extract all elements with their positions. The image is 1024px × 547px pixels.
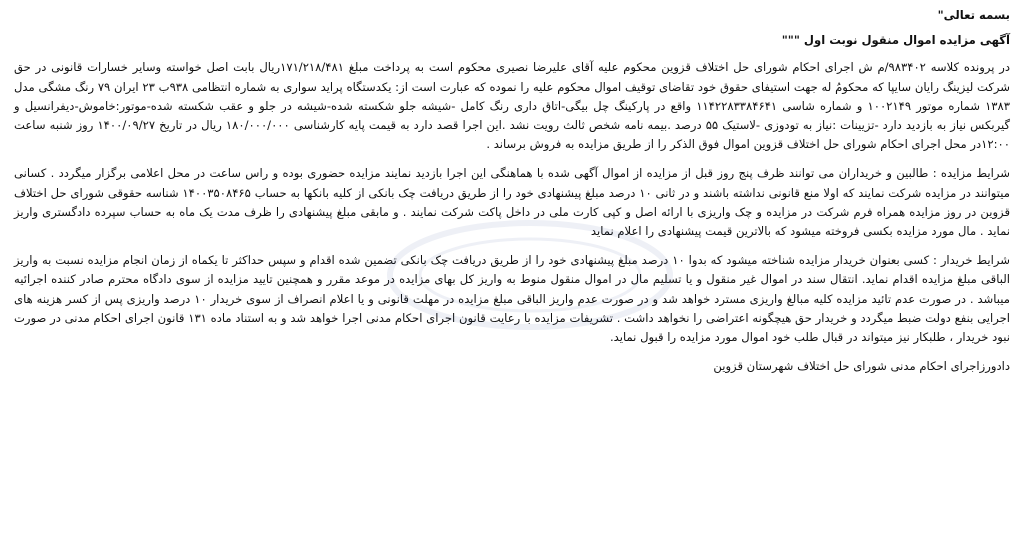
bismillah-heading: بسمه تعالی" [937, 8, 1010, 22]
auction-conditions-paragraph: شرایط مزایده : طالبین و خریداران می توانند ظرف پنج روز قبل از مزایده از اموال آگهی شده با هماهنگی این اجرا بازدید نمایند مزایده حضوری بوده و راس ساعت در محل اعلامی برگزار میگردد . کسانی میتوانند در مزایده شرکت نمایند که اولا منع قانونی نداشته باشند و در ثانی ۱۰ درصد مبلغ پیشنهادی خود را از طریق دریافت چک بانکی از کلیه بانکها به حساب ۱۴۰۰۳۵۰۸۴۶۵ شناسه حقوقی شورای حل اختلاف قزوین در روز مزایده همراه فرم شرکت در مزایده و چک واریزی با ارائه اصل و کپی کارت ملی در داخل پاکت شرکت نمایند . و مابقی مبلغ پیشنهادی را ظرف مدت یک ماه به حساب سپرده دادگستری واریز نماید . مال مورد مزایده بکسی فروخته میشود که بالاترین قیمت پیشنهادی را اعلام نماید [14, 166, 1010, 239]
case-paragraph: در پرونده کلاسه ۹۸۳۴۰۲/م ش اجرای احکام شورای حل اختلاف قزوین محکوم علیه آقای علیرضا نصیری محکوم است به پرداخت مبلغ ۱۷۱/۲۱۸/۴۸۱ریال بابت اصل خواسته وسایر خسارات قانونی در حق شرکت لیزینگ رایان سایپا که محکومُ له جهت استیفای حقوق خود تقاضای توقیف اموال محکوم علیه را نموده که عبارت است از: یکدستگاه پراید سواری به شماره انتظامی ۹۳۸ب ۲۳ ایران ۷۹ رنگ مشگی مدل ۱۳۸۳ شماره موتور ۱۰۰۲۱۴۹ و شماره شاسی ۱۱۴۲۲۸۳۳۸۴۶۴۱ واقع در پارکینگ چل بیگی-اتاق داری رنگ کامل -شیشه جلو شکسته شده-شیشه در جلو و عقب شکسته شده-موتور:خاموش-دیفرانسیل و گیربکس نیاز به بازدید دارد -تزیینات :نیاز به تودوزی -لاستیک ۵۵ درصد .بیمه نامه شخص ثالث رویت نشد .این اجرا قصد دارد به قیمت پایه کارشناسی ۱۸۰/۰۰۰/۰۰۰ ریال در تاریخ ۱۴۰۰/۰۹/۲۷ روز شنبه ساعت ۱۲:۰۰در محل اجرای احکام شورای حل اختلاف قزوین اموال فوق الذکر را از طریق مزایده به فروش برساند . [14, 60, 1011, 152]
signature-line: دادورزاجرای احکام مدنی شورای حل اختلاف شهرستان قزوین [713, 359, 1010, 374]
notice-title: آگهی مزایده اموال منقول نوبت اول """ [781, 33, 1010, 48]
buyer-conditions-paragraph: شرایط خریدار : کسی بعنوان خریدار مزایده شناخته میشود که بدوا ۱۰ درصد مبلغ پیشنهادی خود را از طریق دریافت چک بانکی تضمین شده اقدام و سپس حداکثر تا یکماه از زمان انجام مزایده نسبت به واریز الباقی مبلغ مزایده اقدام نماید. انتقال سند در اموال غیر منقول و یا تسلیم مال در اموال منقول منوط به واریز کل بهای مزایده در موعد مقرر و همچنین تایید مزایده از سوی دادگاه محترم صادر کننده اجرائیه میباشد . در صورت عدم تائید مزایده کلیه مبالغ واریزی مسترد خواهد شد و در صورت عدم واریز الباقی مبلغ مزایده در مهلت قانونی و یا اعلام انصراف از سوی خریدار ۱۰ درصد واریزی پس از کسر هزینه های اجرایی بنفع دولت ضبط میگردد و خریدار حق هیچگونه اعتراضی را نخواهد داشت . تشریفات مزایده با رعایت قانون اجرای احکام مدنی اجرا خواهد شد و به استناد ماده ۱۳۱ قانون اجرای احکام مدنی در صورت نبود خریدار ، طلبکار نیز میتواند در قبال طلب خود اموال مورد مزایده را قبول نماید. [14, 253, 1010, 345]
